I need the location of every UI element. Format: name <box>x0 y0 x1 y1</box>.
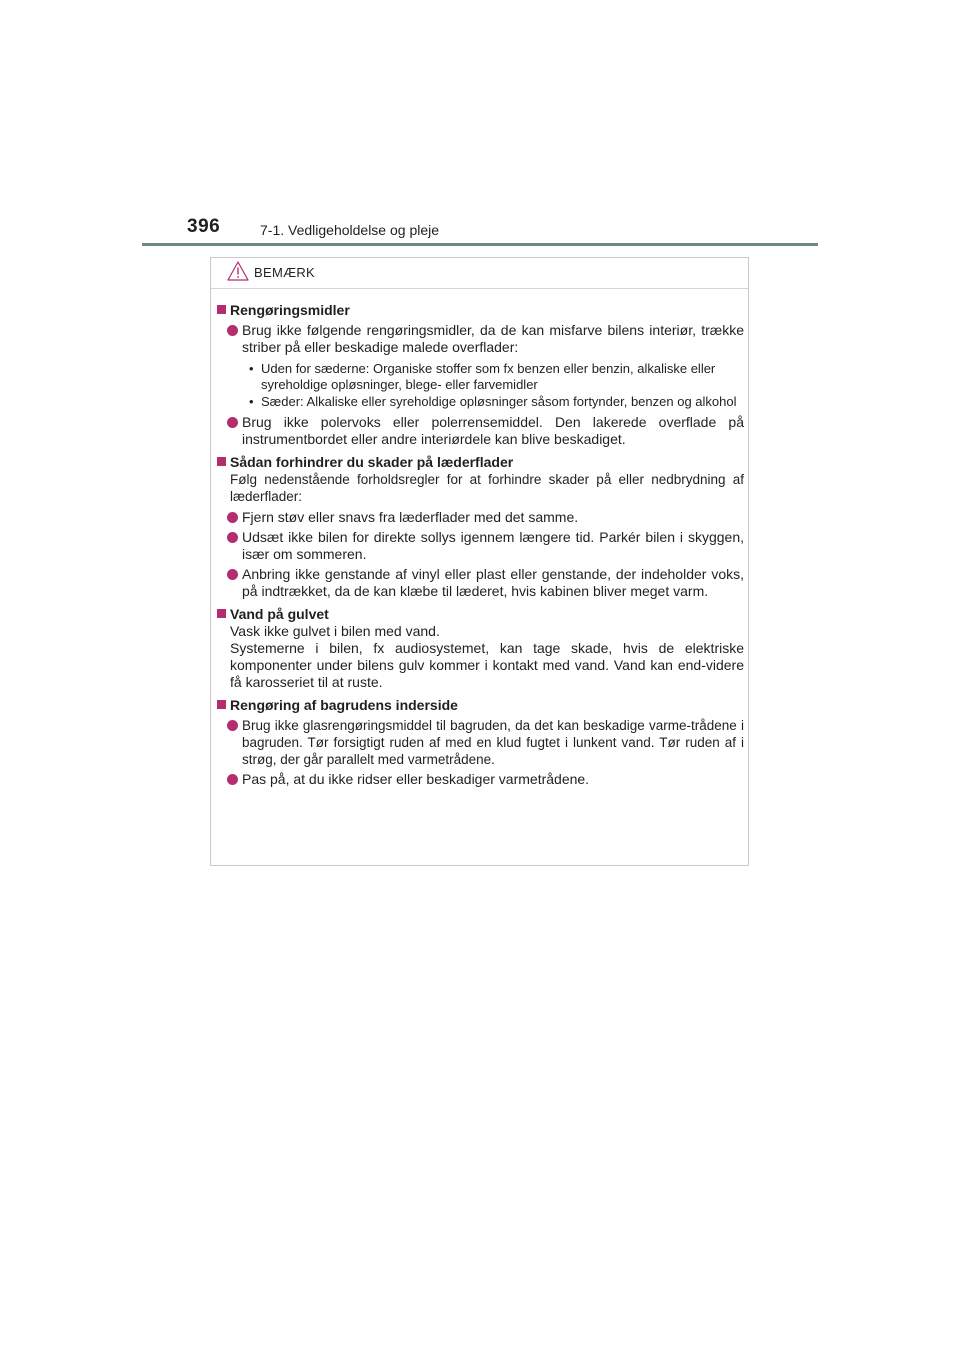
sub-list <box>217 361 744 410</box>
square-bullet-icon <box>217 609 226 618</box>
bullet-text: Fjern støv eller snavs fra læderflader med det samme. <box>242 509 579 525</box>
sub-item <box>217 394 744 410</box>
square-bullet-icon <box>217 305 226 314</box>
section-heading-text: Sådan forhindrer du skader på læderflader <box>230 453 514 470</box>
square-bullet-icon <box>217 700 226 709</box>
bullet-item <box>217 414 744 448</box>
section-title: 7-1. Vedligeholdelse og pleje <box>260 222 440 238</box>
section-heading <box>217 604 744 623</box>
bullet-text: Brug ikke glasrengøringsmiddel til bagruden, da det kan beskadige varme-trådene i bagruden. Tør forsigtigt ruden af med en klud fugtet i lunkent vand. Tør ruden af i strøg, der går parallelt med varmetrådene. <box>242 718 744 767</box>
bullet-item <box>217 529 744 563</box>
section-heading <box>217 695 744 714</box>
bullet-item <box>217 322 744 356</box>
notice-title: BEMÆRK <box>254 265 316 280</box>
page-number: 396 <box>187 216 221 237</box>
round-bullet-icon <box>227 569 238 580</box>
section-heading-text: Vand på gulvet <box>230 605 329 622</box>
section-heading-text: Rengøring af bagrudens inderside <box>230 696 458 713</box>
paragraph-line: Systemerne i bilen, fx audiosystemet, kan tage skade, hvis de elektriske komponenter under bilens gulv kommer i kontakt med vand. Vand kan end-videre få karosseriet til at ruste. <box>230 640 744 690</box>
notice-header <box>211 258 748 289</box>
section-heading <box>217 452 744 471</box>
round-bullet-icon <box>227 512 238 523</box>
section-heading <box>217 300 744 319</box>
bullet-text: Udsæt ikke bilen for direkte sollys igennem længere tid. Parkér bilen i skyggen, især om sommeren. <box>242 529 744 562</box>
bullet-item <box>217 771 744 788</box>
bullet-item <box>217 509 744 526</box>
bullet-text: Pas på, at du ikke ridser eller beskadiger varmetrådene. <box>242 771 590 787</box>
sub-item <box>217 361 744 393</box>
round-bullet-icon <box>227 774 238 785</box>
sub-item-text: Sæder: Alkaliske eller syreholdige opløsninger såsom fortynder, benzen og alkohol <box>261 394 737 409</box>
sub-item-text: Uden for sæderne: Organiske stoffer som fx benzen eller benzin, alkaliske eller syreholdige opløsninger, blege- eller farvemidler <box>261 361 716 392</box>
round-bullet-icon <box>227 325 238 336</box>
paragraph-line: Vask ikke gulvet i bilen med vand. <box>230 623 440 639</box>
notice-box <box>210 257 749 866</box>
sub-bullet-icon: • <box>249 394 254 409</box>
bullet-text: Brug ikke følgende rengøringsmidler, da de kan misfarve bilens interiør, trække striber på eller beskadige malede overflader: <box>242 322 744 355</box>
header-rule <box>142 243 818 246</box>
section-heading-text: Rengøringsmidler <box>230 301 350 318</box>
section-intro: Følg nedenstående forholdsregler for at forhindre skader på eller nedbrydning af læderflader: <box>230 472 744 504</box>
square-bullet-icon <box>217 457 226 466</box>
bullet-item <box>217 566 744 600</box>
round-bullet-icon <box>227 720 238 731</box>
bullet-item <box>217 717 744 768</box>
round-bullet-icon <box>227 532 238 543</box>
round-bullet-icon <box>227 417 238 428</box>
sub-bullet-icon: • <box>249 361 254 376</box>
bullet-text: Anbring ikke genstande af vinyl eller plast eller genstande, der indeholder voks, på indtrækket, da de kan klæbe til læderet, hvis kabinen bliver meget varm. <box>242 566 744 599</box>
section-paragraph <box>217 623 744 691</box>
notice-content <box>217 300 744 788</box>
bullet-text: Brug ikke polervoks eller polerrensemiddel. Den lakerede overflade på instrumentbordet eller andre interiørdele kan blive beskadiget. <box>242 414 744 447</box>
warning-triangle-icon <box>227 261 249 281</box>
